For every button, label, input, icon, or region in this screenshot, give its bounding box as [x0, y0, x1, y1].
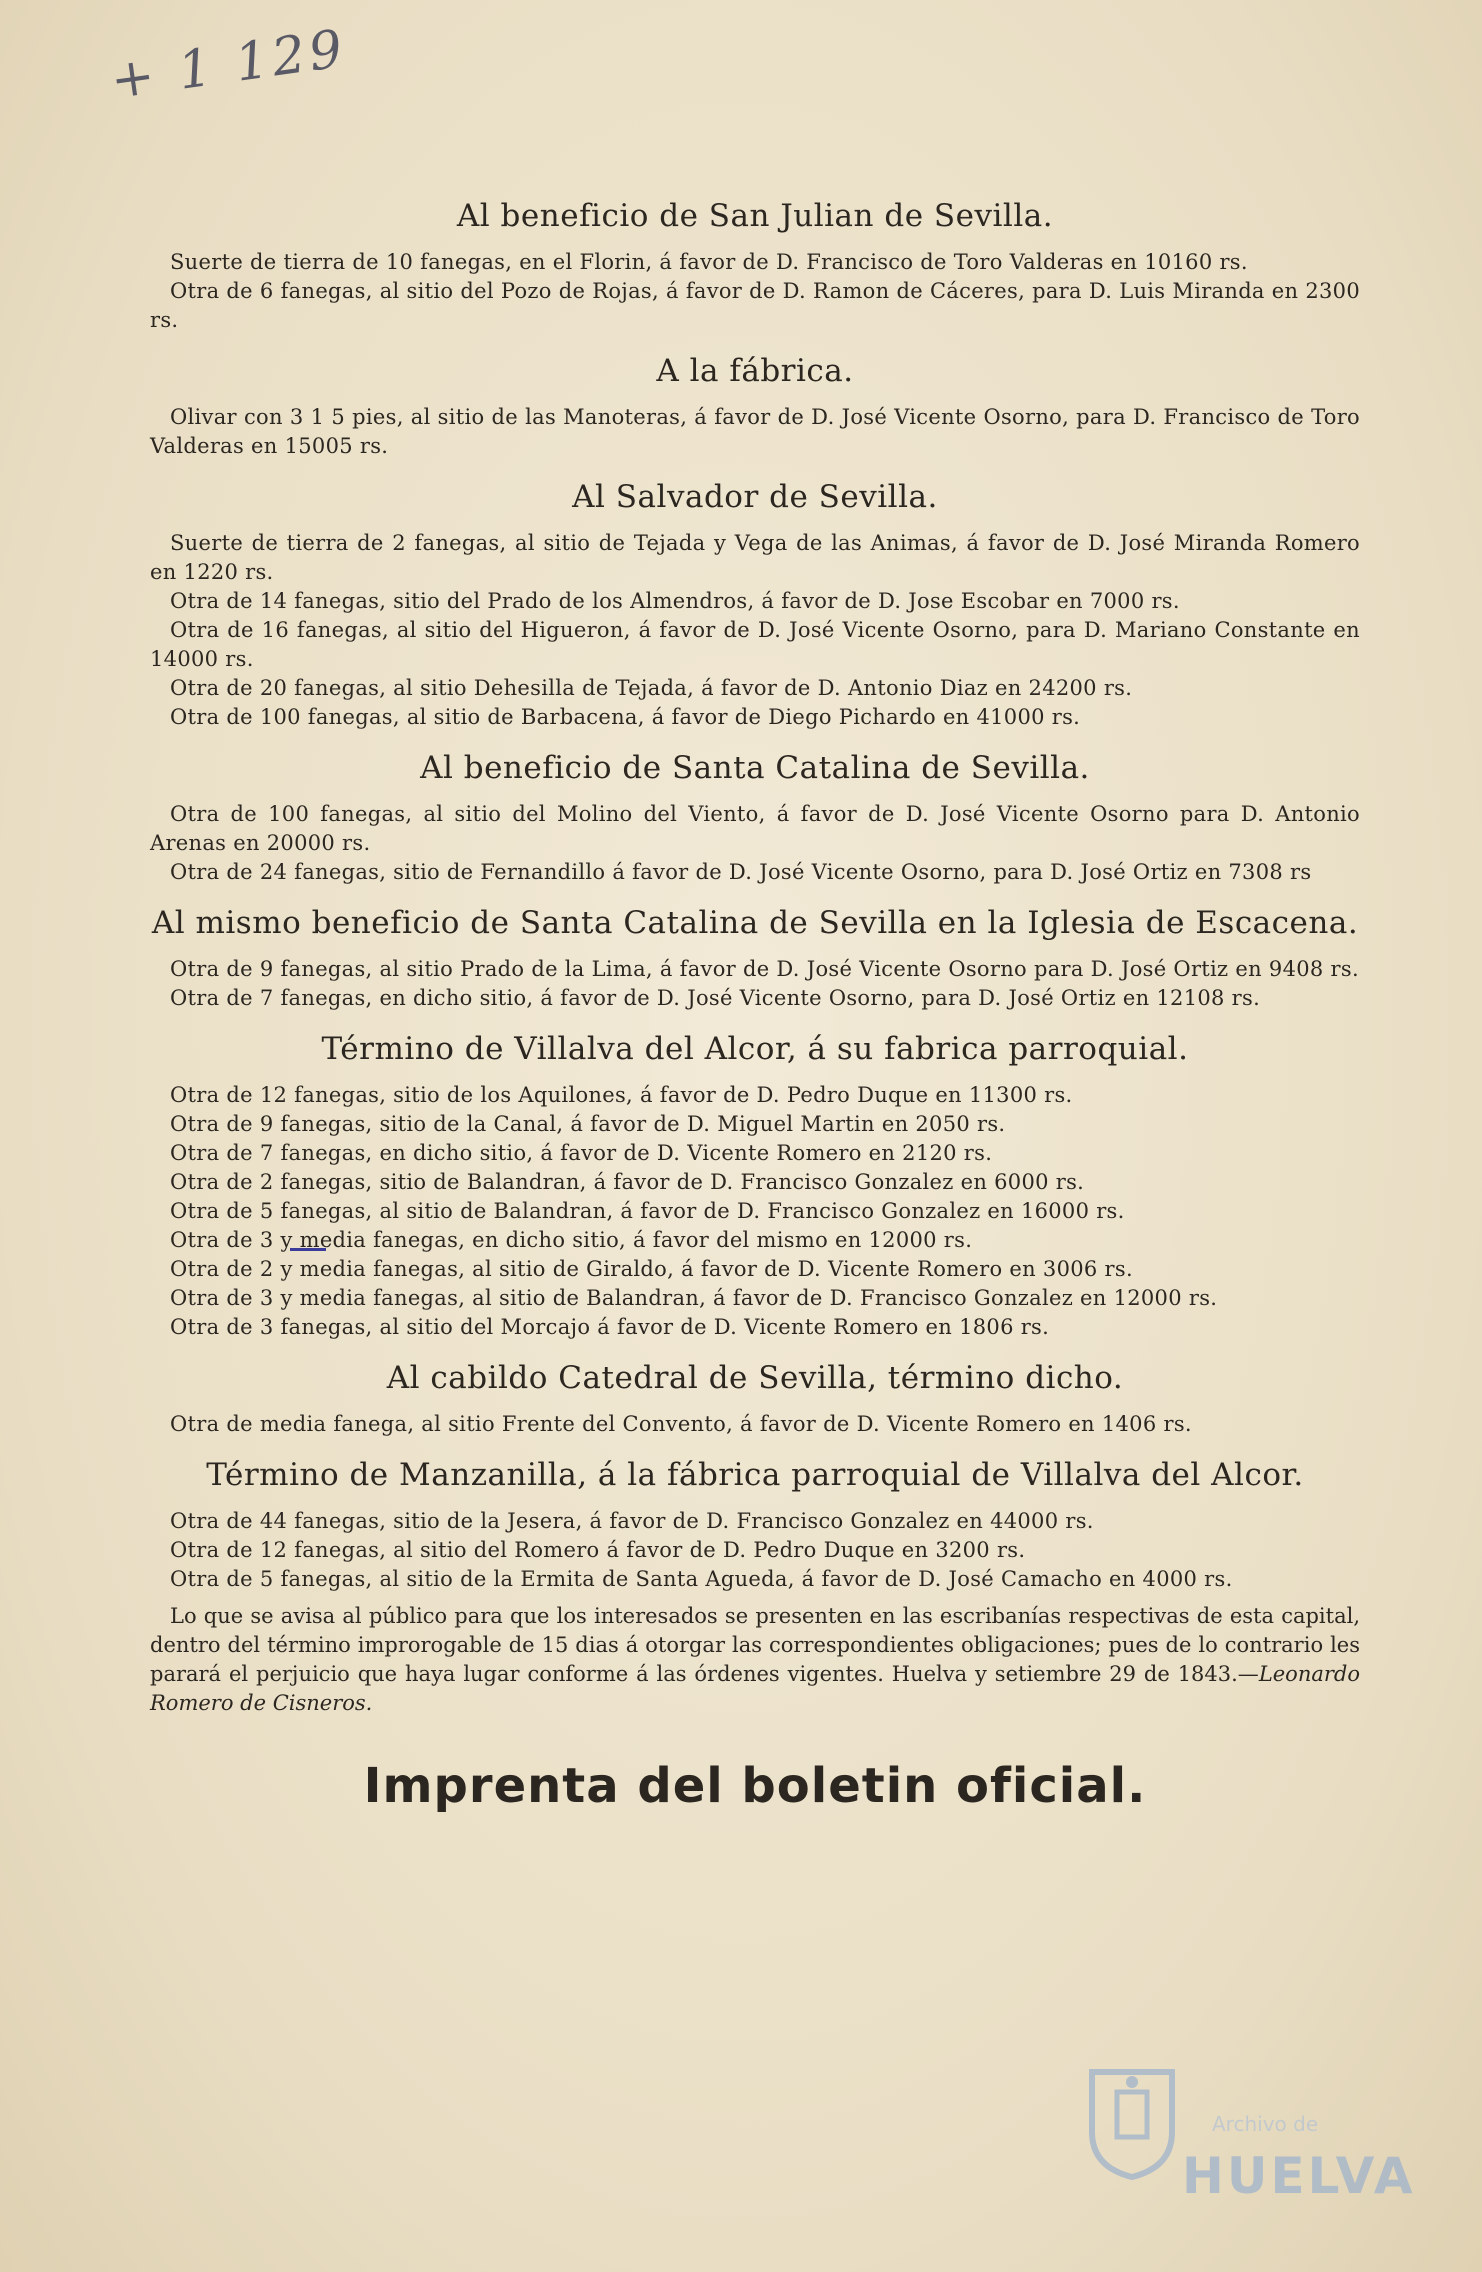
watermark-text: HUELVA	[1182, 2147, 1416, 2205]
entry-line: Otra de 12 fanegas, sitio de los Aquilones, á favor de D. Pedro Duque en 11300 rs.	[170, 1083, 1073, 1107]
entry-line: Otra de 5 fanegas, al sitio de Balandran, á favor de D. Francisco Gonzalez en 16000 rs.	[170, 1199, 1125, 1223]
entry-line: Olivar con 3 1 5 pies, al sitio de las Manoteras, á favor de D. José Vicente Osorno, para D. Francisco de Toro Valderas en 15005 rs.	[150, 405, 1360, 458]
entry-line: Otra de 2 y media fanegas, al sitio de Giraldo, á favor de D. Vicente Romero en 3006 rs.	[170, 1257, 1133, 1281]
entry-line: Otra de 100 fanegas, al sitio del Molino del Viento, á favor de D. José Vicente Osorno para D. Antonio Arenas en 20000 rs.	[150, 802, 1360, 855]
entry-line: Otra de 7 fanegas, en dicho sitio, á favor de D. Vicente Romero en 2120 rs.	[170, 1141, 993, 1165]
section-heading: Al mismo beneficio de Santa Catalina de Sevilla en la Iglesia de Escacena.	[151, 905, 1359, 941]
printer-imprint: Imprenta del boletin oficial.	[363, 1758, 1147, 1814]
section-heading: Al beneficio de Santa Catalina de Sevilla.	[420, 750, 1090, 786]
section	[150, 905, 1360, 1013]
entry-line: Otra de media fanega, al sitio Frente del Convento, á favor de D. Vicente Romero en 1406 rs.	[170, 1412, 1192, 1436]
entry-line: Otra de 20 fanegas, al sitio Dehesilla de Tejada, á favor de D. Antonio Diaz en 24200 rs.	[170, 676, 1133, 700]
entry-line: Otra de 7 fanegas, en dicho sitio, á favor de D. José Vicente Osorno, para D. José Ortiz en 12108 rs.	[170, 986, 1261, 1010]
sections-container	[150, 198, 1360, 1594]
section	[150, 353, 1360, 461]
section-heading: Término de Villalva del Alcor, á su fabrica parroquial.	[321, 1031, 1189, 1067]
entry-line: Otra de 9 fanegas, al sitio Prado de la Lima, á favor de D. José Vicente Osorno para D. José Ortiz en 9408 rs.	[170, 957, 1359, 981]
entry-line: Otra de 3 y media fanegas, en dicho sitio, á favor del mismo en 12000 rs.	[170, 1228, 973, 1252]
entry-line: Otra de 100 fanegas, al sitio de Barbacena, á favor de Diego Pichardo en 41000 rs.	[170, 705, 1081, 729]
entry-line: Otra de 16 fanegas, al sitio del Higueron, á favor de D. José Vicente Osorno, para D. Mariano Constante en 14000 rs.	[150, 618, 1360, 671]
entry-line: Suerte de tierra de 10 fanegas, en el Florin, á favor de D. Francisco de Toro Valderas en 10160 rs.	[170, 250, 1248, 274]
section	[150, 1031, 1360, 1342]
section	[150, 479, 1360, 732]
notice-paragraph	[150, 1602, 1360, 1718]
archive-watermark	[1062, 2062, 1416, 2242]
entry-line: Otra de 2 fanegas, sitio de Balandran, á favor de D. Francisco Gonzalez en 6000 rs.	[170, 1170, 1085, 1194]
section-heading: A la fábrica.	[656, 353, 854, 389]
entry-line: Otra de 6 fanegas, al sitio del Pozo de Rojas, á favor de D. Ramon de Cáceres, para D. Luis Miranda en 2300 rs.	[150, 279, 1360, 332]
entry-line: Otra de 5 fanegas, al sitio de la Ermita de Santa Agueda, á favor de D. José Camacho en 4000 rs.	[170, 1567, 1233, 1591]
signature: Leonardo Romero de Cisneros.	[150, 1662, 1360, 1715]
section-heading: Al cabildo Catedral de Sevilla, término dicho.	[386, 1360, 1124, 1396]
shield-icon	[1082, 2062, 1182, 2182]
entry-line: Otra de 12 fanegas, al sitio del Romero á favor de D. Pedro Duque en 3200 rs.	[170, 1538, 1026, 1562]
entry-line: Otra de 3 y media fanegas, al sitio de Balandran, á favor de D. Francisco Gonzalez en 12000 rs.	[170, 1286, 1218, 1310]
handwritten-annotation: + 1 129	[106, 18, 350, 112]
section	[150, 750, 1360, 887]
entry-line: Suerte de tierra de 2 fanegas, al sitio de Tejada y Vega de las Animas, á favor de D. José Miranda Romero en 1220 rs.	[150, 531, 1360, 584]
section-heading: Al Salvador de Sevilla.	[572, 479, 938, 515]
entry-line: Otra de 9 fanegas, sitio de la Canal, á favor de D. Miguel Martin en 2050 rs.	[170, 1112, 1006, 1136]
document-body	[150, 180, 1360, 1814]
entry-line: Otra de 44 fanegas, sitio de la Jesera, á favor de D. Francisco Gonzalez en 44000 rs.	[170, 1509, 1094, 1533]
section	[150, 1360, 1360, 1439]
watermark-subtitle: Archivo de	[1212, 2112, 1319, 2136]
section-heading: Término de Manzanilla, á la fábrica parroquial de Villalva del Alcor.	[206, 1457, 1304, 1493]
entry-line: Otra de 3 fanegas, al sitio del Morcajo á favor de D. Vicente Romero en 1806 rs.	[170, 1315, 1050, 1339]
section-heading: Al beneficio de San Julian de Sevilla.	[456, 198, 1054, 234]
entry-line: Otra de 24 fanegas, sitio de Fernandillo á favor de D. José Vicente Osorno, para D. José Ortiz en 7308 rs	[170, 860, 1312, 884]
section	[150, 198, 1360, 335]
section	[150, 1457, 1360, 1594]
notice-text: Lo que se avisa al público para que los interesados se presenten en las escribanías respectivas de esta capital, dentro del término improrogable de 15 dias á otorgar las correspondientes obligaciones; pues de lo contrario les parará el perjuicio que haya lugar conforme á las órdenes vigentes. Huelva y setiembre 29 de 1843.—	[150, 1604, 1360, 1686]
entry-line: Otra de 14 fanegas, sitio del Prado de los Almendros, á favor de D. Jose Escobar en 7000 rs.	[170, 589, 1180, 613]
